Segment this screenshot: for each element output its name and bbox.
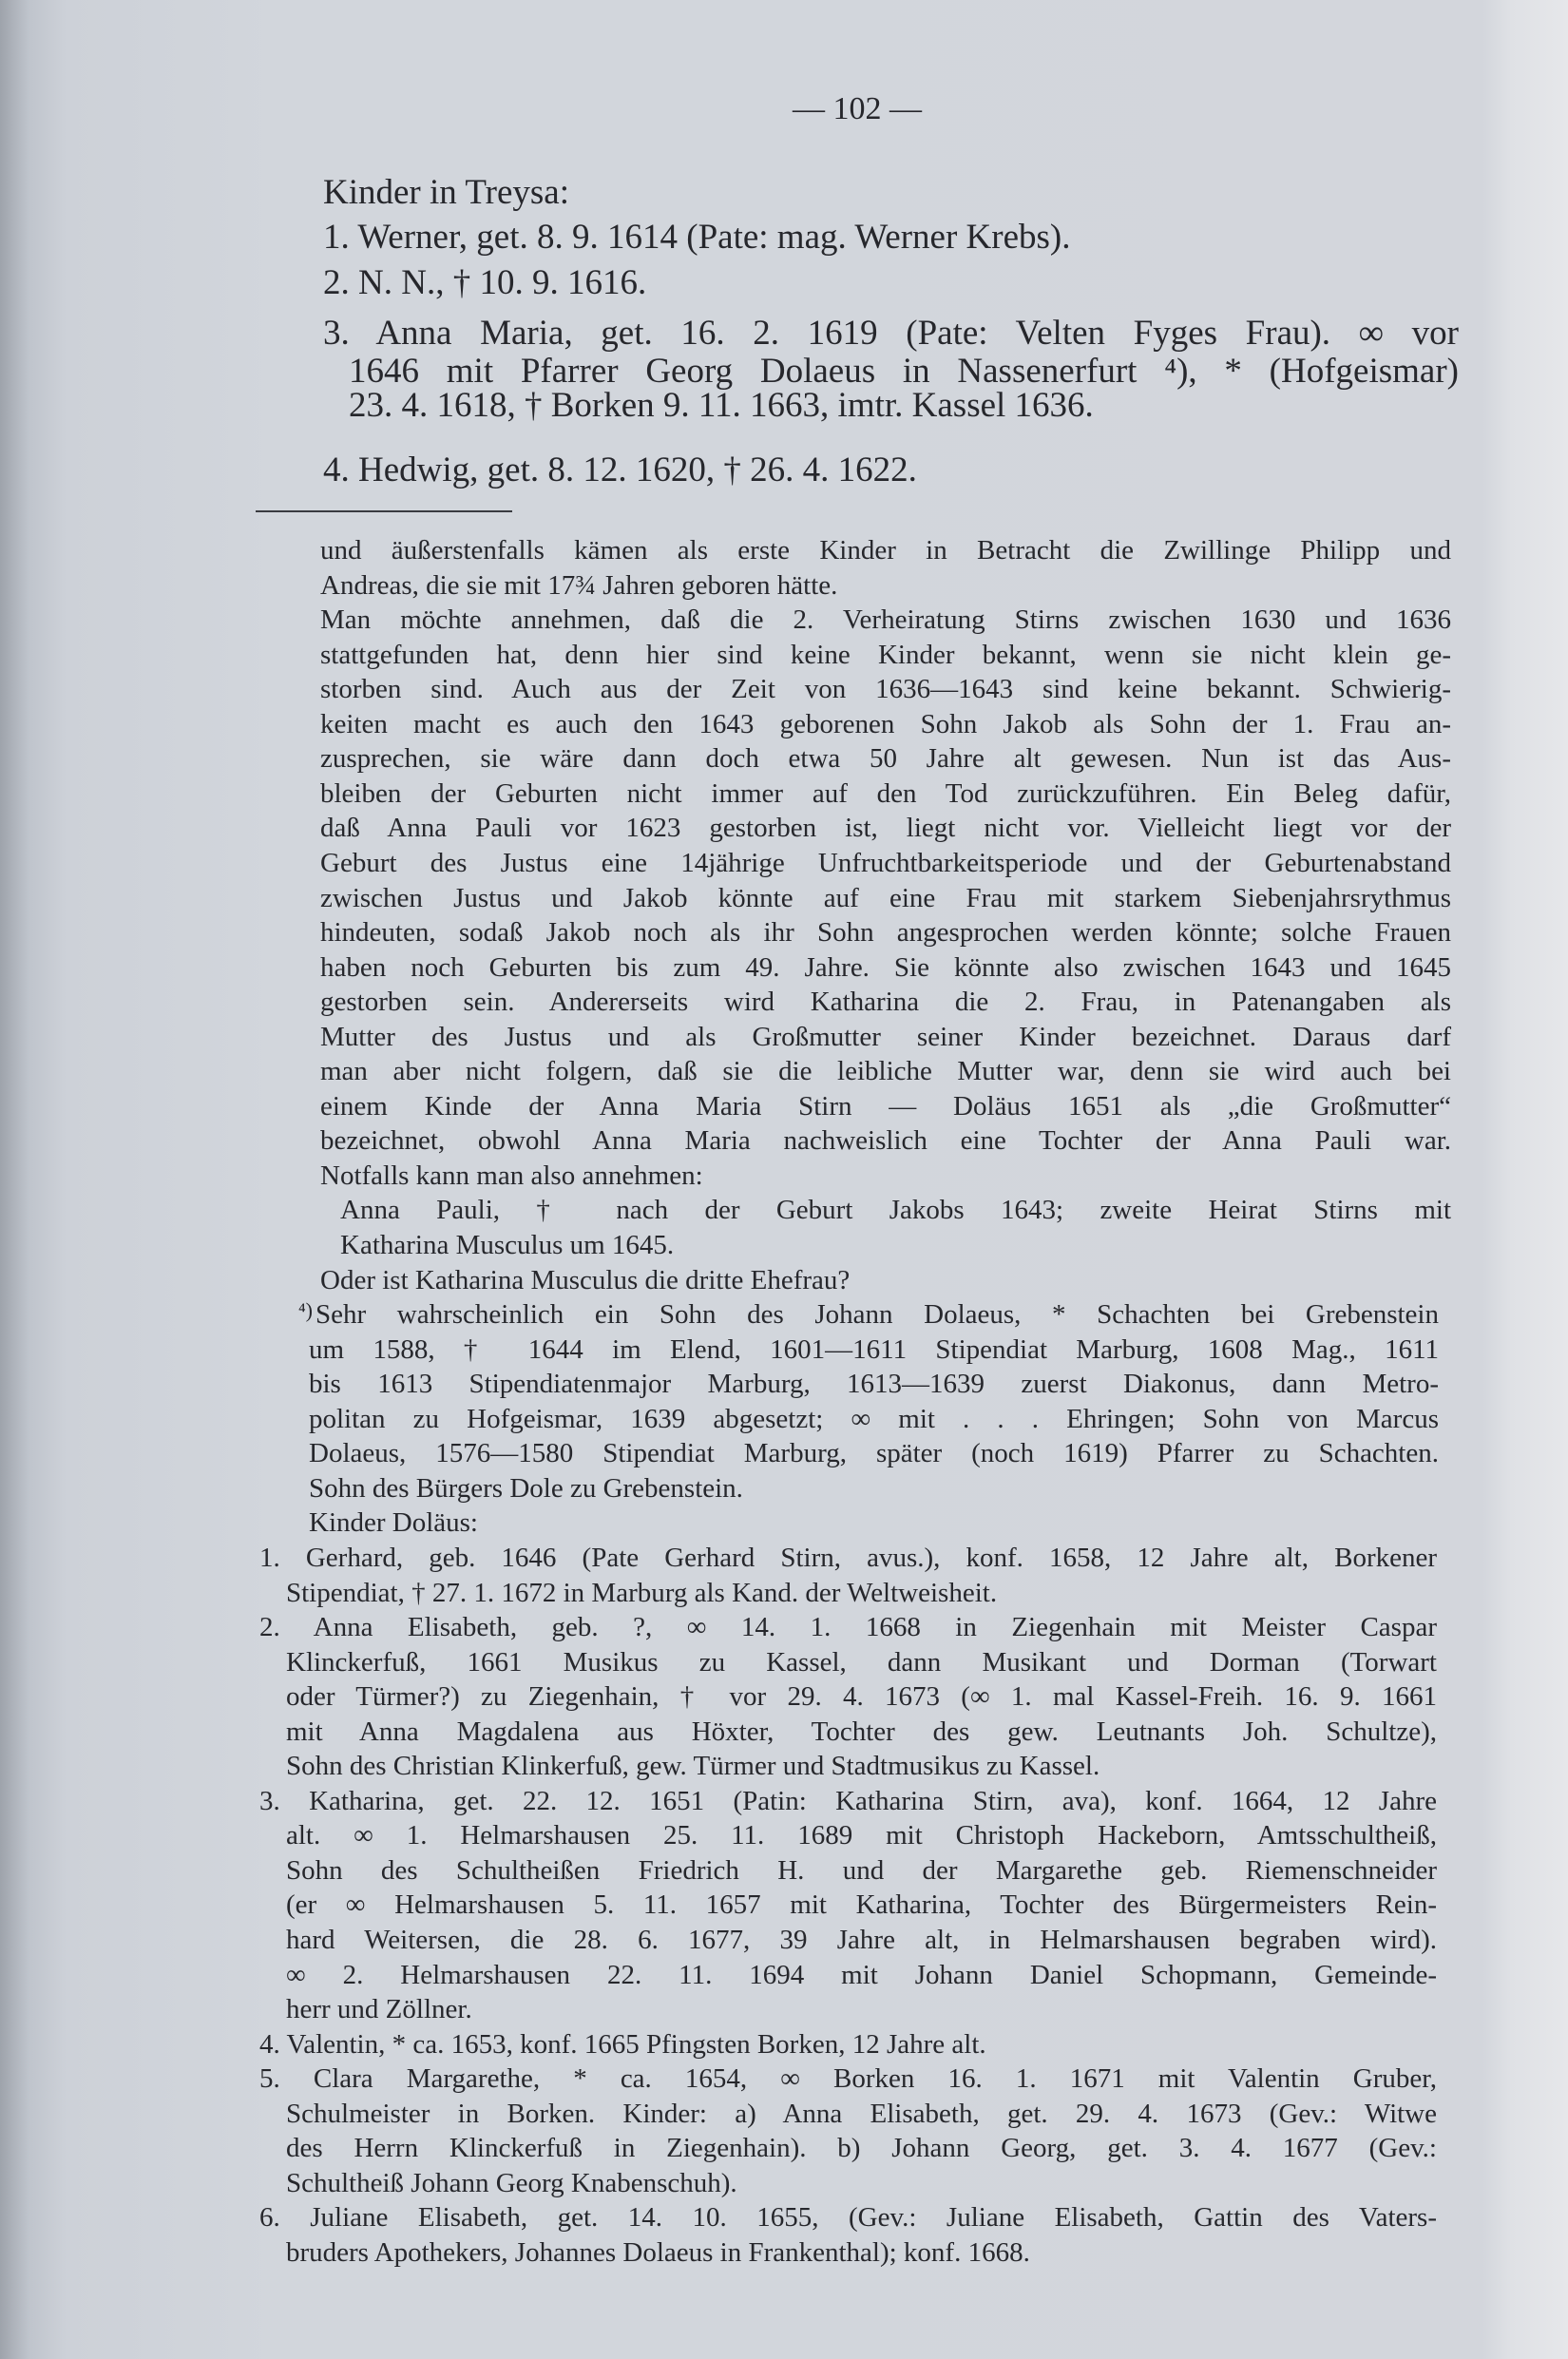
child-entry-hedwig: 4. Hedwig, get. 8. 12. 1620, † 26. 4. 1622.	[323, 451, 917, 489]
line-text: Sohn des Schultheißen Friedrich H. und der Margarethe geb. Riemenschneider	[286, 1854, 1437, 1886]
footnote-line	[286, 1715, 1437, 1749]
line-text: 6. Juliane Elisabeth, get. 14. 10. 1655, (Gev.: Juliane Elisabeth, Gattin des Vaters-	[259, 2202, 1437, 2234]
footnote-line	[259, 1784, 1437, 1818]
line-text: Oder ist Katharina Musculus die dritte Ehefrau?	[320, 1264, 851, 1295]
footnote-marker: ⁴)	[298, 1298, 313, 1323]
footnote-line	[286, 2097, 1437, 2131]
children-heading: Kinder in Treysa:	[323, 173, 569, 212]
body-line	[320, 638, 1451, 672]
child-entry-anna-maria: 3. Anna Maria, get. 16. 2. 1619 (Pate: Velten Fyges Frau). ∞ vor	[323, 314, 1459, 353]
line-text: stattgefunden hat, denn hier sind keine Kinder bekannt, wenn sie nicht klein ge-	[320, 639, 1451, 670]
line-text: mit Anna Magdalena aus Höxter, Tochter des gew. Leutnants Joh. Schultze),	[286, 1716, 1437, 1747]
line-text: Man möchte annehmen, daß die 2. Verheiratung Stirns zwischen 1630 und 1636	[320, 604, 1451, 636]
body-line	[320, 881, 1451, 915]
body-line	[320, 568, 1451, 603]
body-line	[320, 811, 1451, 845]
body-line	[320, 950, 1451, 985]
line-text: Schultheiß Johann Georg Knabenschuh).	[286, 2167, 737, 2198]
body-line	[340, 1228, 1451, 1262]
line-text: bezeichnet, obwohl Anna Maria nachweislich eine Tochter der Anna Pauli war.	[320, 1125, 1451, 1157]
body-line	[320, 777, 1451, 811]
child-entry-anna-maria-cont: 1646 mit Pfarrer Georg Dolaeus in Nassenerfurt ⁴), * (Hofgeismar)	[349, 352, 1459, 391]
line-text: politan zu Hofgeismar, 1639 abgesetzt; ∞ mit . . . Ehringen; Sohn von Marcus	[309, 1403, 1439, 1434]
line-text: Schulmeister in Borken. Kinder: a) Anna Elisabeth, get. 29. 4. 1673 (Gev.: Witwe	[286, 2098, 1437, 2129]
footnote-line	[286, 1853, 1437, 1888]
footnote-line	[286, 2131, 1437, 2165]
body-line	[320, 533, 1451, 567]
line-text: hard Weitersen, die 28. 6. 1677, 39 Jahre alt, in Helmarshausen begraben wird).	[286, 1925, 1437, 1955]
line-text: ∞ 2. Helmarshausen 22. 11. 1694 mit Johann Daniel Schopmann, Gemeinde-	[286, 1959, 1437, 1990]
line-text: (er ∞ Helmarshausen 5. 11. 1657 mit Katharina, Tochter des Bürgermeisters Rein-	[286, 1889, 1437, 1921]
body-line	[320, 1263, 1451, 1297]
body-line	[320, 1089, 1451, 1123]
footnote-line	[286, 1818, 1437, 1852]
footnote-line	[286, 1923, 1437, 1957]
line-text: Dolaeus, 1576—1580 Stipendiat Marburg, später (noch 1619) Pfarrer zu Schachten.	[309, 1438, 1439, 1469]
line-text: bleiben der Geburten nicht immer auf den Tod zurückzuführen. Ein Beleg dafür,	[320, 777, 1451, 809]
footnote-line	[309, 1436, 1439, 1470]
child-entry-nn: 2. N. N., † 10. 9. 1616.	[323, 263, 647, 302]
footnote-line	[286, 1645, 1437, 1679]
body-line	[320, 985, 1451, 1019]
body-line	[320, 846, 1451, 880]
line-text: Anna Pauli, † nach der Geburt Jakobs 1643; zweite Heirat Stirns mit	[340, 1195, 1451, 1226]
line-text: 5. Clara Margarethe, * ca. 1654, ∞ Borken 16. 1. 1671 mit Valentin Gruber,	[259, 2063, 1437, 2095]
line-text: 1. Gerhard, geb. 1646 (Pate Gerhard Stirn, avus.), konf. 1658, 12 Jahre alt, Borkener	[259, 1542, 1437, 1573]
footnote-line	[286, 1679, 1437, 1714]
line-text: und äußerstenfalls kämen als erste Kinder in Betracht die Zwillinge Philipp und	[320, 535, 1451, 566]
line-text: Sohn des Bürgers Dole zu Grebenstein.	[309, 1472, 743, 1504]
line-text: 4. Valentin, * ca. 1653, konf. 1665 Pfingsten Borken, 12 Jahre alt.	[259, 2028, 986, 2060]
child-entry-anna-maria-cont: 23. 4. 1618, † Borken 9. 11. 1663, imtr. Kassel 1636.	[349, 386, 1094, 425]
footnote-line	[286, 1958, 1437, 1992]
body-line	[320, 707, 1451, 741]
line-text: hindeuten, sodaß Jakob noch als ihr Sohn angesprochen werden könnte; solche Frauen	[320, 917, 1451, 949]
line-text: Klinckerfuß, 1661 Musikus zu Kassel, dann Musikant und Dorman (Torwart	[286, 1646, 1437, 1678]
footnote-line	[286, 1576, 1437, 1610]
line-text: haben noch Geburten bis zum 49. Jahre. Sie könnte also zwischen 1643 und 1645	[320, 951, 1451, 983]
line-text: Mutter des Justus und als Großmutter seiner Kinder bezeichnet. Daraus darf	[320, 1021, 1451, 1052]
line-text: bis 1613 Stipendiatenmajor Marburg, 1613—1639 zuerst Diakonus, dann Metro-	[309, 1369, 1439, 1400]
body-line	[320, 741, 1451, 776]
line-text: herr und Zöllner.	[286, 1994, 472, 2025]
line-text: des Herrn Klinckerfuß in Ziegenhain). b) Johann Georg, get. 3. 4. 1677 (Gev.:	[286, 2133, 1437, 2164]
footnote-line	[259, 1610, 1437, 1644]
child-entry-werner: 1. Werner, get. 8. 9. 1614 (Pate: mag. Werner Krebs).	[323, 218, 1071, 257]
body-line	[340, 1193, 1451, 1227]
footnote-line	[309, 1367, 1439, 1401]
line-text: Sehr wahrscheinlich ein Sohn des Johann Dolaeus, * Schachten bei Grebenstein	[316, 1299, 1439, 1331]
footnote-line	[259, 2062, 1437, 2096]
footnote-line	[259, 2027, 1437, 2062]
footnote-line	[259, 1541, 1437, 1575]
line-text: storben sind. Auch aus der Zeit von 1636—1643 sind keine bekannt. Schwierig-	[320, 674, 1451, 705]
line-text: Stipendiat, † 27. 1. 1672 in Marburg als Kand. der Weltweisheit.	[286, 1577, 998, 1608]
line-text: Kinder Doläus:	[309, 1507, 478, 1539]
line-text: oder Türmer?) zu Ziegenhain, † vor 29. 4. 1673 (∞ 1. mal Kassel-Freih. 16. 9. 1661	[286, 1681, 1437, 1713]
line-text: alt. ∞ 1. Helmarshausen 25. 11. 1689 mit Christoph Hackeborn, Amtsschultheiß,	[286, 1820, 1437, 1851]
line-text: keiten macht es auch den 1643 geborenen Sohn Jakob als Sohn der 1. Frau an-	[320, 708, 1451, 739]
line-text: Geburt des Justus eine 14jährige Unfruchtbarkeitsperiode und der Geburtenabstand	[320, 847, 1451, 878]
page-number: — 102 —	[793, 91, 922, 126]
line-text: daß Anna Pauli vor 1623 gestorben ist, liegt nicht vor. Vielleicht liegt vor der	[320, 813, 1451, 844]
line-text: man aber nicht folgern, daß sie die leibliche Mutter war, denn sie wird auch bei	[320, 1056, 1451, 1087]
body-line	[320, 1123, 1451, 1158]
footnote-line	[309, 1333, 1439, 1367]
body-line	[320, 603, 1451, 637]
line-text: Andreas, die sie mit 17¾ Jahren geboren hätte.	[320, 569, 838, 601]
footnote-line	[309, 1506, 1439, 1540]
line-text: gestorben sein. Andererseits wird Katharina die 2. Frau, in Patenangaben als	[320, 987, 1451, 1018]
footnote-line	[286, 1888, 1437, 1922]
body-line	[320, 1159, 1451, 1193]
body-line	[320, 672, 1451, 706]
body-line	[320, 1020, 1451, 1054]
footnote-line	[286, 2235, 1437, 2270]
footnote-line	[286, 1749, 1437, 1783]
footnote-divider	[256, 510, 512, 512]
line-text: Katharina Musculus um 1645.	[340, 1230, 675, 1260]
line-text: bruders Apothekers, Johannes Dolaeus in Frankenthal); konf. 1668.	[286, 2236, 1030, 2268]
body-line	[320, 1054, 1451, 1088]
line-text: um 1588, † 1644 im Elend, 1601—1611 Stipendiat Marburg, 1608 Mag., 1611	[309, 1333, 1439, 1365]
line-text: 2. Anna Elisabeth, geb. ?, ∞ 14. 1. 1668 in Ziegenhain mit Meister Caspar	[259, 1612, 1437, 1643]
footnote-line	[286, 2166, 1437, 2200]
line-text: zusprechen, sie wäre dann doch etwa 50 Jahre alt gewesen. Nun ist das Aus-	[320, 743, 1451, 775]
footnote-line	[309, 1471, 1439, 1506]
footnote-line	[298, 1297, 1439, 1332]
footnote-line	[259, 2200, 1437, 2234]
body-line	[320, 915, 1451, 949]
line-text: Sohn des Christian Klinkerfuß, gew. Türmer und Stadtmusikus zu Kassel.	[286, 1751, 1100, 1782]
line-text: einem Kinde der Anna Maria Stirn — Doläus 1651 als „die Großmutter“	[320, 1090, 1451, 1122]
line-text: zwischen Justus und Jakob könnte auf eine Frau mit starkem Siebenjahrsrythmus	[320, 882, 1451, 913]
line-text: Notfalls kann man also annehmen:	[320, 1160, 703, 1191]
footnote-line	[286, 1992, 1437, 2026]
line-text: 3. Katharina, get. 22. 12. 1651 (Patin: Katharina Stirn, ava), konf. 1664, 12 Jahre	[259, 1785, 1437, 1816]
footnote-line	[309, 1402, 1439, 1436]
